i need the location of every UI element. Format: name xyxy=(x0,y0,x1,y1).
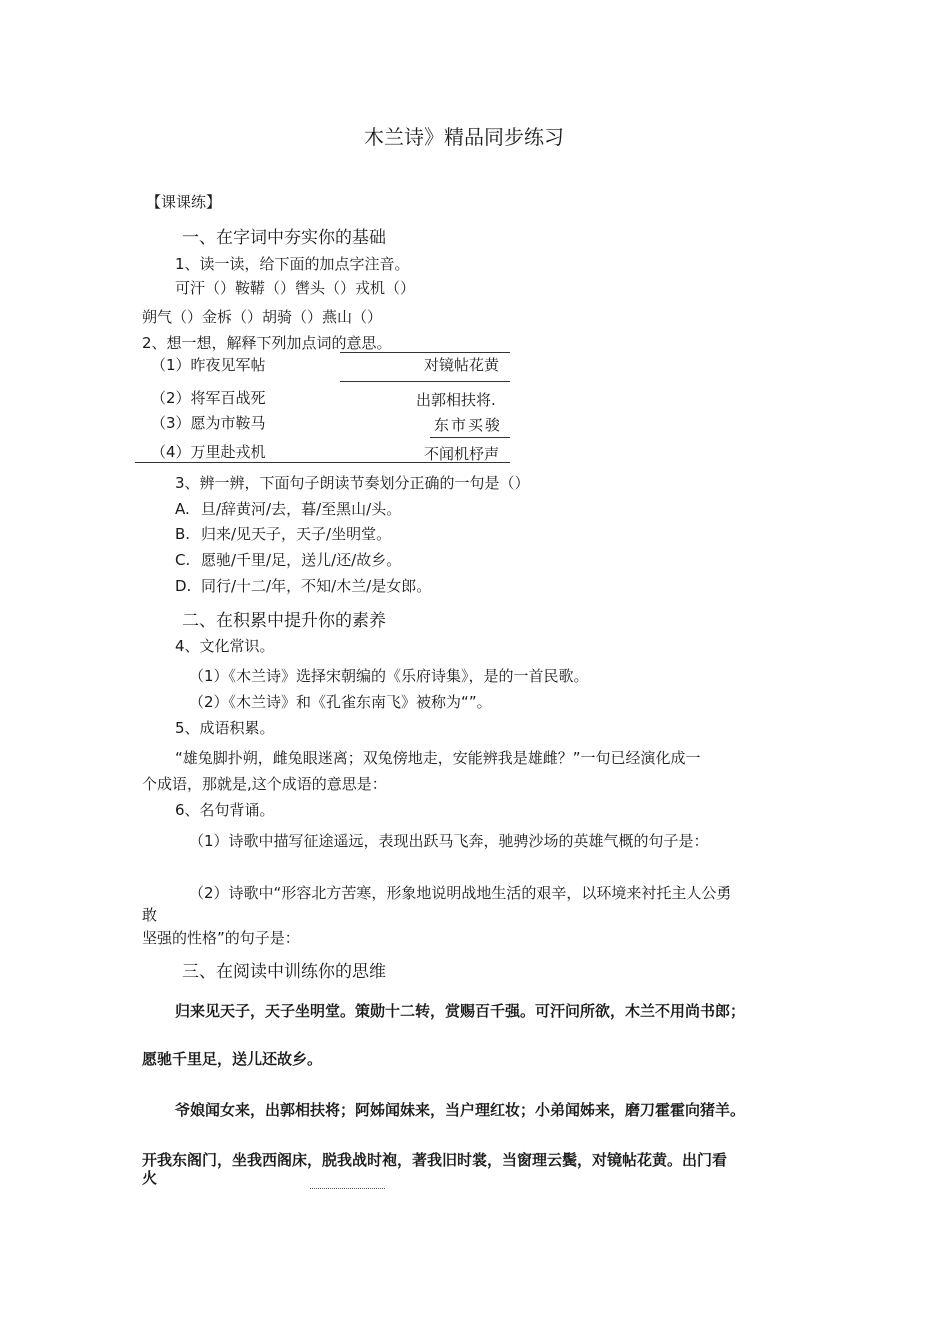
question-2: 2、想一想，解释下列加点词的意思。 xyxy=(142,334,392,352)
q2-item-left: （3）愿为市鞍马 xyxy=(151,414,266,432)
question-4: 4、文化常识。 xyxy=(175,637,275,655)
question-1-line-2: 朔气（）金柝（）胡骑（）燕山（） xyxy=(142,308,383,326)
section-2-heading: 二、在积累中提升你的素养 xyxy=(182,611,386,631)
question-5: 5、成语积累。 xyxy=(175,719,275,737)
dotted-line xyxy=(310,1188,385,1189)
q2-item-left: （2）将军百战死 xyxy=(151,389,266,407)
page-title: 木兰诗》精品同步练习 xyxy=(364,125,564,149)
question-5-text-2: 个成语，那就是,这个成语的意思是： xyxy=(142,775,387,793)
section-3-heading: 三、在阅读中训练你的思维 xyxy=(182,962,386,982)
question-1-line-1: 可汗（）鞍鞯（）辔头（）戎机（） xyxy=(175,279,416,297)
section-1-heading: 一、在字词中夯实你的基础 xyxy=(182,228,386,248)
question-4-2: （2）《木兰诗》和《孔雀东南飞》被称为“”。 xyxy=(189,693,492,711)
reading-passage-line: 爷娘闻女来，出郭相扶将；阿姊闻妹来，当户理红妆；小弟闻姊来，磨刀霍霍向猪羊。 xyxy=(175,1101,746,1119)
option-d-text: 同行/十二/年，不知/木兰/是女郎。 xyxy=(201,577,432,595)
question-5-text-1: “雄兔脚扑朔，雌兔眼迷离；双兔傍地走，安能辨我是雄雌？”一句已经演化成一 xyxy=(175,749,701,767)
question-6-2-line-2: 敢 xyxy=(142,906,158,924)
question-4-1: （1）《木兰诗》选择宋朝编的《乐府诗集》，是的一首民歌。 xyxy=(189,667,589,685)
q2-item-left: （1）昨夜见军帖 xyxy=(151,356,266,374)
divider-line xyxy=(430,437,510,438)
question-1: 1、读一读，给下面的加点字注音。 xyxy=(175,255,410,273)
divider-line xyxy=(340,381,510,382)
option-d-letter: D. xyxy=(175,577,192,595)
q2-item-right: 不闻机杼声 xyxy=(424,445,500,463)
q2-item-right: 对镜帖花黄 xyxy=(424,356,500,374)
question-6: 6、名句背诵。 xyxy=(175,801,275,819)
option-b-text: 归来/见天子，天子/坐明堂。 xyxy=(201,525,392,543)
reading-passage-line: 火 xyxy=(142,1169,158,1187)
divider-line xyxy=(340,352,510,353)
question-6-1: （1）诗歌中描写征途遥远，表现出跃马飞奔，驰骋沙场的英雄气概的句子是： xyxy=(189,832,709,850)
exercise-tag: 【课课练】 xyxy=(146,193,222,211)
q2-item-left: （4）万里赴戎机 xyxy=(151,443,266,461)
reading-passage-line: 愿驰千里足，送儿还故乡。 xyxy=(142,1050,323,1068)
option-c-letter: C. xyxy=(175,551,191,569)
reading-passage-line: 开我东阁门，坐我西阁床，脱我战时袍，著我旧时裳，当窗理云鬓，对镜帖花黄。出门看 xyxy=(142,1151,728,1169)
option-a-text: 旦/辞黄河/去，暮/至黑山/头。 xyxy=(201,500,402,518)
divider-line xyxy=(135,462,510,463)
q2-item-right: 出郭相扶将. xyxy=(416,391,496,409)
reading-passage-line: 归来见天子，天子坐明堂。策勋十二转，赏赐百千强。可汗问所欲，木兰不用尚书郎； xyxy=(175,1002,746,1020)
option-c-text: 愿驰/千里/足，送儿/还/故乡。 xyxy=(201,551,402,569)
question-6-2-line-3: 坚强的性格”的句子是： xyxy=(142,929,300,947)
option-a-letter: A. xyxy=(175,500,190,518)
question-6-2-line-1: （2）诗歌中“形容北方苦寒，形象地说明战地生活的艰辛，以环境来衬托主人公勇 xyxy=(189,884,732,902)
option-b-letter: B. xyxy=(175,525,191,543)
question-3: 3、辨一辨，下面句子朗读节奏划分正确的一句是（） xyxy=(175,474,530,492)
q2-item-right: 东市买骏 xyxy=(434,416,503,434)
